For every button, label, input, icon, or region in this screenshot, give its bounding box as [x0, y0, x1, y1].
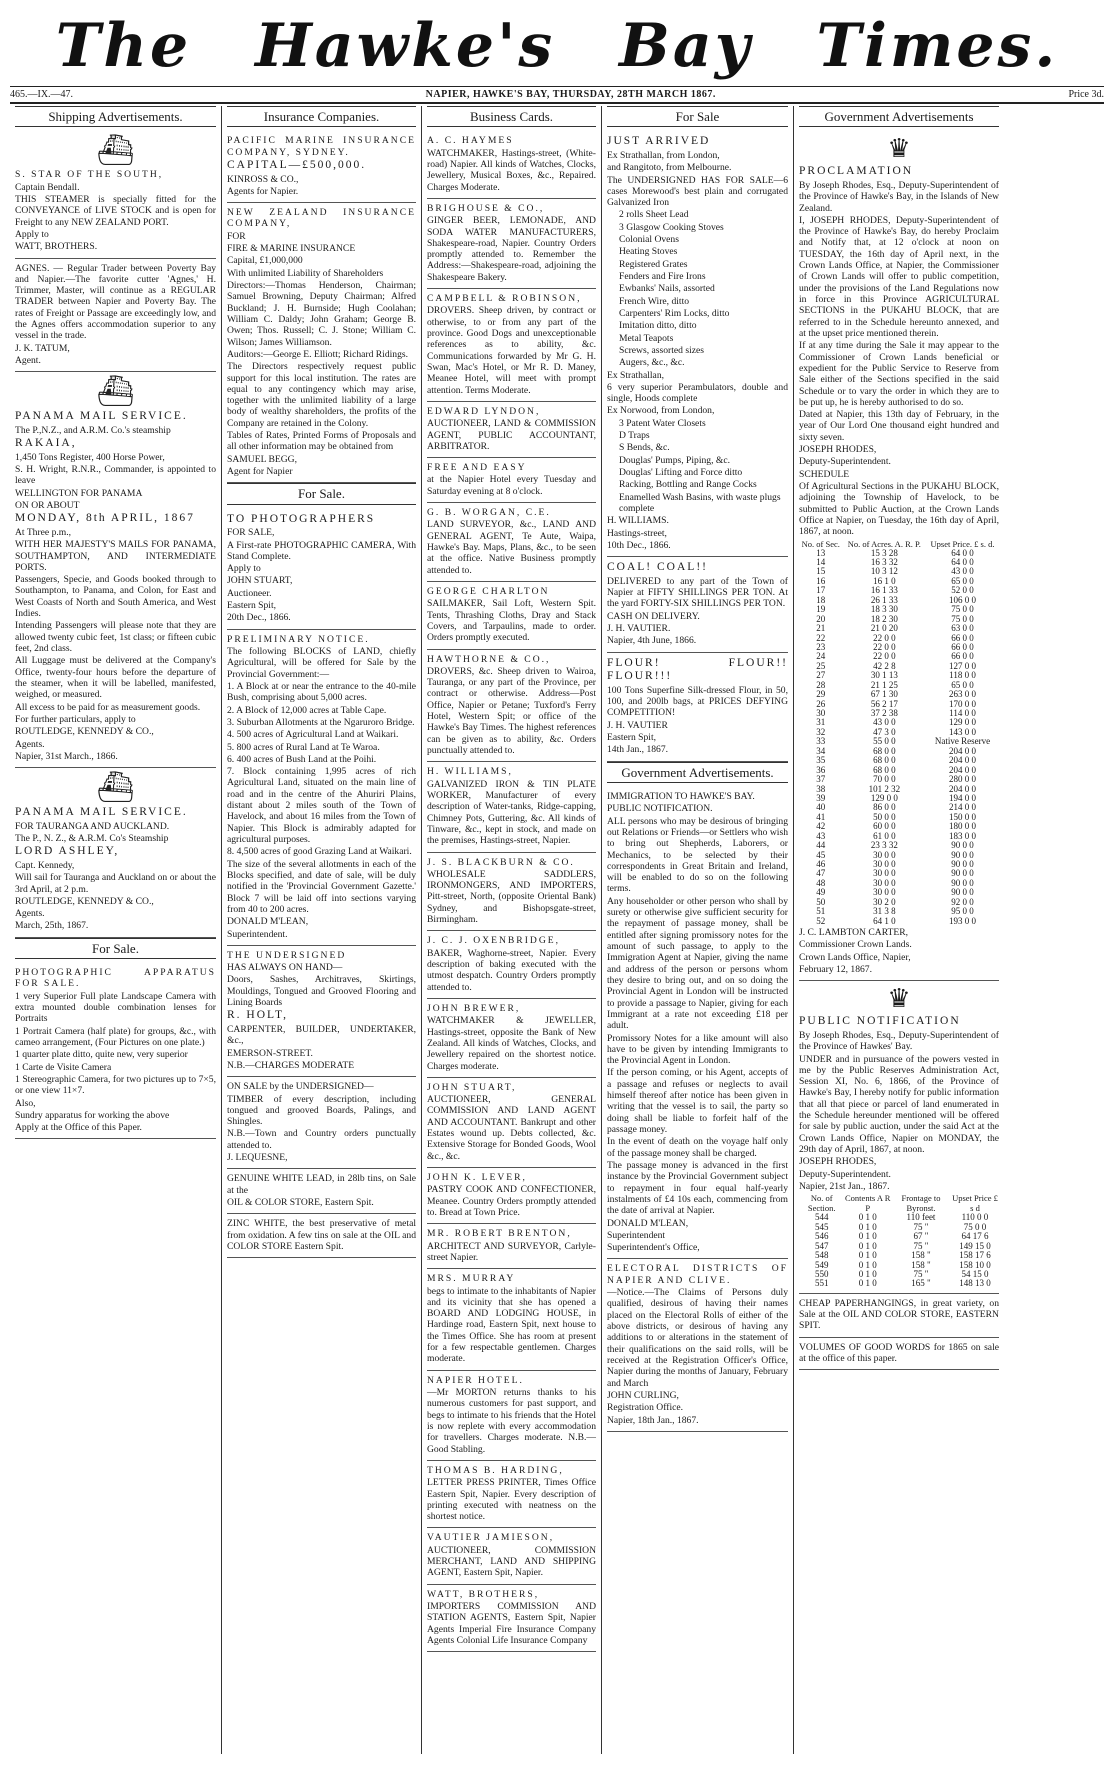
- table-cell: 90 0 0: [951, 877, 974, 888]
- business-card-body: at the Napier Hotel every Tuesday and Saturday evening at 8 o'clock.: [427, 474, 596, 497]
- table-cell: 27: [816, 670, 826, 681]
- table-cell: 26: [816, 698, 826, 709]
- table-cell: 204 0 0: [949, 755, 977, 766]
- table-cell: 30 0 0: [873, 877, 896, 888]
- table-cell: 22 0 0: [873, 641, 896, 652]
- list-item: D Traps: [619, 430, 650, 442]
- table-cell: 158 ": [911, 1259, 931, 1270]
- royal-crest-icon: ♛: [887, 984, 911, 1014]
- table-cell: 90 0 0: [951, 840, 974, 851]
- table-cell: 68 0 0: [873, 755, 896, 766]
- column-for-sale: [602, 106, 794, 1754]
- business-card-name: MRS. MURRAY: [427, 1273, 516, 1285]
- ad-to-photographers: TO PHOTOGRAPHERS FOR SALE, A First-rate PHOTOGRAPHIC CAMERA, With Stand Complete. Apply to JOHN STUART, Auctioneer. Eastern Spit, 20th Dec., 1866.: [227, 509, 416, 630]
- table-cell: 52: [816, 915, 826, 926]
- business-card: [427, 762, 596, 852]
- table-cell: 52 0 0: [951, 585, 974, 596]
- table-cell: 0 1 0: [858, 1231, 877, 1242]
- table-cell: 68 0 0: [873, 764, 896, 775]
- business-card: [427, 1585, 596, 1653]
- business-card-name: GEORGE CHARLTON: [427, 585, 550, 597]
- section-heading: For Sale: [607, 106, 788, 127]
- table-cell: 66 0 0: [951, 632, 974, 643]
- table-cell: 67 ": [913, 1231, 929, 1242]
- table-cell: 158 17 6: [959, 1250, 991, 1261]
- table-cell: 33: [816, 736, 826, 747]
- business-card-name: G. B. WORGAN, C.E.: [427, 507, 551, 519]
- table-cell: 110 0 0: [961, 1212, 989, 1223]
- business-card-body: AUCTIONEER, COMMISSION MERCHANT, LAND AND SHIPPING AGENT, Eastern Spit, Napier.: [427, 1544, 596, 1579]
- business-card-name: MR. ROBERT BRENTON,: [427, 1228, 572, 1240]
- ad-proclamation: ♛ PROCLAMATION By Joseph Rhodes, Esq., Deputy-Superintendent of the Province of Hawke's Bay, in the Islands of New Zealand. I, JOSEPH RHODES, Deputy-Superintendent of the Province of Hawke's Bay, do hereby Proclaim and Notify that, at 12 o'clock at noon on TUESDAY, the 16th day of April next, in the Crown Lands Office, at Napier, the Commissioner of Crown Lands will offer to public competition, under the provisions of the Land Regulations now in force in this Province AGRICULTURAL SECTIONS in the PUKAHU BLOCK, that are referred to in the Schedule hereunto annexed, and at the upset price mentioned therein. If at any time during the Sale it may appear to the Commissioner of Crown Lands beneficial or expedient for the Public Service to Reserve from Sale either of the Sections specified in the said Schedule or to vary the order in which they are to be put up, he is hereby authorised to do so. Dated at Napier, this 13th day of February, in the year of Our Lord One thousand eight hundred and sixty seven. JOSEPH RHODES, Deputy-Superintendent. SCHEDULE Of Agricultural Sections in the PUKAHU BLOCK, adjoining the Township of Havelock, to be submitted to Public Auction, at the Crown Lands Office at Napier, on Tuesday, the 16th day of April, 1867, at noon. No. of Sec. No. of Acres. A. R. P. Upset Price. £ s. d. 13 15 3 28 64 0 0 14 16 3 32 64 0 0 15 10 3 12 43 0 0 16 16 1 0 65 0 0 17 16 1 33 52 0 0 18 26 1 33 106 0 0 19 18 3 30 75 0 0 20 18 2 30 75 0 0 21 21 0 20 63 0 0 22 22 0 0 66 0 0 23 22 0 0 66 0 0 24 22 0 0 66 0 0 25 42 2 8 127 0 0 27 30 1 13 118 0 0 28 21 1 25 65 0 0 29 67 1 30 263 0 0 26 56 2 17 170 0 0 30 37 2 38 114 0 0 31 43 0 0 129 0 0 32 47 3 0 143 0 0 33 55 0 0 Native Reserve 34 68 0 0 204 0 0 35 68 0 0 204 0 0 36 68 0 0 204 0 0 37 70 0 0 280 0 0 38 101 2 32 204 0 0 39 129 0 0 194 0 0 40 86 0 0 214 0 0 41 50 0 0 150 0 0 42 60 0 0 180 0 0 43 61 0 0 183 0 0 44 23 3 32 90 0 0 45 30 0 0 90 0 0 46 30 0 0 90 0 0 47 30 0 0 90 0 0 48 30 0 0 90 0 0 49 30 0 0 90 0 0 50 30 2 0 92 0 0 51 31 3 8 95 0 0 52 64 1 0 193 0 0 J. C. LAMBTON CARTER, Commissioner Crown Lands. Crown Lands Office, Napier, February 12, 1867.: [799, 131, 999, 981]
- business-card: [427, 999, 596, 1078]
- business-card: [427, 650, 596, 763]
- table-cell: 28: [816, 679, 826, 690]
- schedule-table: No. of Sec. No. of Acres. A. R. P. Upset Price. £ s. d. 13 15 3 28 64 0 0 14 16 3 32 64 0 0 15 10 3 12 43 0 0 16 16 1 0 65 0 0 17 16 1 33 52 0 0 18 26 1 33 106 0 0 19 18 3 30 75 0 0 20 18 2 30 75 0 0 21 21 0 20 63 0 0 22 22 0 0 66 0 0 23 22 0 0 66 0 0 24 22 0 0 66 0 0 25 42 2 8 127 0 0 27 30 1 13 118 0 0 28 21 1 25 65 0 0 29 67 1 30 263 0 0 26 56 2 17 170 0 0 30 37 2 38 114 0 0 31 43 0 0 129 0 0 32 47 3 0 143 0 0 33 55 0 0 Native Reserve 34 68 0 0 204 0 0 35 68 0 0 204 0 0 36 68 0 0 204 0 0 37 70 0 0 280 0 0 38 101 2 32 204 0 0 39 129 0 0 194 0 0 40 86 0 0 214 0 0 41 50 0 0 150 0 0 42 60 0 0 180 0 0 43 61 0 0 183 0 0 44 23 3 32 90 0 0 45 30 0 0 90 0 0 46 30 0 0 90 0 0 47 30 0 0 90 0 0 48 30 0 0 90 0 0 49 30 0 0 90 0 0 50 30 2 0 92 0 0 51 31 3 8 95 0 0 52 64 1 0 193 0 0: [799, 539, 999, 927]
- section-heading: Business Cards.: [427, 106, 596, 127]
- table-cell: 86 0 0: [873, 802, 896, 813]
- dateline: [10, 86, 1104, 104]
- ship-icon: ⛴: [96, 375, 135, 409]
- table-cell: 51: [816, 906, 826, 917]
- business-card-name: HAWTHORNE & CO.,: [427, 653, 551, 665]
- table-cell: 149 15 0: [959, 1240, 991, 1251]
- table-cell: 43: [816, 830, 826, 841]
- business-card-name: NAPIER HOTEL.: [427, 1374, 524, 1386]
- table-cell: 56 2 17: [870, 698, 898, 709]
- list-item: Ewbanks' Nails, assorted: [619, 283, 715, 295]
- table-cell: 183 0 0: [949, 830, 977, 841]
- table-cell: 66 0 0: [951, 651, 974, 662]
- business-card: [427, 582, 596, 650]
- list-item: 3 Glasgow Cooking Stoves: [619, 221, 724, 233]
- table-cell: 90 0 0: [951, 849, 974, 860]
- table-cell: 280 0 0: [949, 774, 977, 785]
- table-cell: 263 0 0: [949, 689, 977, 700]
- table-cell: 15 3 28: [870, 547, 898, 558]
- table-cell: 13: [816, 547, 826, 558]
- business-card: [427, 1371, 596, 1461]
- table-cell: 165 ": [911, 1278, 931, 1289]
- table-cell: 48: [816, 877, 826, 888]
- table-cell: 55 0 0: [873, 736, 896, 747]
- table-cell: 63 0 0: [951, 623, 974, 634]
- table-cell: 47: [816, 868, 826, 879]
- list-item: Douglas' Pumps, Piping, &c.: [619, 454, 730, 466]
- table-cell: 42 2 8: [873, 660, 896, 671]
- table-cell: 75 0 0: [951, 604, 974, 615]
- table-cell: 544: [814, 1212, 829, 1223]
- table-cell: 180 0 0: [949, 821, 977, 832]
- ad-electoral-districts: ELECTORAL DISTRICTS OF NAPIER AND CLIVE. —Notice.—The Claims of Persons duly qualified, desirous of having their names placed on the Electoral Rolls of either of the above districts, or desirous of having any additions to or alterations in the statement of their qualifications on the said rolls, will be received at the Registration Officer's Office, Napier during the months of January, February and March JOHN CURLING, Registration Office. Napier, 18th Jan., 1867.: [607, 1259, 788, 1431]
- table-cell: 22 0 0: [873, 632, 896, 643]
- ship-icon: ⛴: [96, 771, 135, 805]
- business-card-body: PASTRY COOK AND CONFECTIONER, Meanee. Country Orders promptly attended to. Bread at Town Price.: [427, 1184, 596, 1218]
- business-card-body: WHOLESALE SADDLERS, IRONMONGERS, AND IMPORTERS, Pitt-street, North, (opposite Oriental Bank) Sydney, and Bishopsgate-street, Birmingham.: [427, 868, 596, 926]
- table-cell: 65 0 0: [951, 679, 974, 690]
- table-cell: 30 2 0: [873, 896, 896, 907]
- table-cell: 16 1 33: [870, 585, 898, 596]
- table-cell: 65 0 0: [951, 575, 974, 586]
- table-cell: 40: [816, 802, 826, 813]
- list-item: S Bends, &c.: [619, 442, 670, 454]
- table-cell: 194 0 0: [949, 792, 977, 803]
- business-card-body: WATCHMAKER & JEWELLER, Hastings-street, opposite the Bank of New Zealand. All kinds of Watches, Clocks, and Jewellery repaired on the shortest notice. Charges moderate.: [427, 1015, 596, 1072]
- table-cell: 67 1 30: [870, 689, 898, 700]
- ad-panama-rakaia: ⛴ PANAMA MAIL SERVICE. The P.,N.Z., and A.R.M. Co.'s steamship RAKAIA, 1,450 Tons Register, 400 Horse Power, S. H. Wright, R.N.R., Commander, is appointed to leave WELLINGTON FOR PANAMA ON OR ABOUT MONDAY, 8th APRIL, 1867 At Three p.m., WITH HER MAJESTY'S MAILS FOR PANAMA, SOUTHAMPTON, AND INTERMEDIATE PORTS. Passengers, Specie, and Goods booked through to Southampton, to Panama, and Colon, for East and West Coasts of North and South America, and West Indies. Intending Passengers will please note that they are allowed twenty cubic feet, 1st class; or fifteen cubic feet, 2nd class. All Luggage must be delivered at the Company's Office, twenty-four hours before the departure of the steamer, when it will be labelled, manifested, weighed, or measured. All excess to be paid for as measurement goods. For further particulars, apply to ROUTLEDGE, KENNEDY & CO., Agents. Napier, 31st March., 1866.: [15, 372, 216, 768]
- business-card: [427, 458, 596, 503]
- table-cell: 19: [816, 604, 826, 615]
- business-card: [427, 1269, 596, 1371]
- business-card: [427, 1168, 596, 1224]
- table-cell: 21: [816, 623, 826, 634]
- business-card-name: FREE AND EASY: [427, 462, 527, 474]
- table-cell: 42: [816, 821, 826, 832]
- masthead-title: The Hawke's Bay Times.: [55, 11, 1059, 81]
- ad-just-arrived: JUST ARRIVED Ex Strathallan, from London, and Rangitoto, from Melbourne. The UNDERSIGNED HAS FOR SALE—6 cases Morewood's best plain and corrugated Galvanized Iron 2 rolls Sheet Lead 3 Glasgow Cooking Stoves Colonial Ovens Heating Stoves Registered Grates Fenders and Fire Irons Ewbanks' Nails, assorted French Wire, ditto Carpenters' Rim Locks, ditto Imitation ditto, ditto Metal Teapots Screws, assorted sizes Augers, &c., &c. Ex Strathallan, 6 very superior Perambulators, double and single, Hoods complete Ex Norwood, from London, 3 Patent Water Closets D Traps S Bends, &c. Douglas' Pumps, Piping, &c. Douglas' Lifting and Force ditto Racking, Bottling and Range Cocks Enamelled Wash Basins, with waste plugs complete H. WILLIAMS. Hastings-street, 10th Dec., 1866.: [607, 131, 788, 557]
- table-cell: 0 1 0: [858, 1268, 877, 1279]
- table-cell: 23 3 32: [870, 840, 898, 851]
- item-list: [607, 418, 788, 515]
- table-cell: 16: [816, 575, 826, 586]
- table-cell: 34: [816, 745, 826, 756]
- business-card-name: WATT, BROTHERS,: [427, 1588, 540, 1600]
- table-cell: 22 0 0: [873, 651, 896, 662]
- ad-agnes: AGNES. — Regular Trader between Poverty Bay and Napier.—The favorite cutter 'Agnes,' H. Trimmer, Master, will continue as a REGULAR TRADER between Napier and Poverty Bay. The rates of Freight or Passage are exceedingly low, and the Agnes offers accommodation superior to any vessel in the trade. J. K. TATUM, Agent.: [15, 259, 216, 373]
- section-heading: For Sale.: [15, 938, 216, 959]
- table-cell: 21 0 20: [870, 623, 898, 634]
- ad-good-words: VOLUMES OF GOOD WORDS for 1865 on sale at the office of this paper.: [799, 1338, 999, 1371]
- table-cell: 14: [816, 557, 826, 568]
- table-cell: 0 1 0: [858, 1278, 877, 1289]
- table-cell: 31: [816, 717, 826, 728]
- table-cell: 129 0 0: [870, 792, 898, 803]
- business-cards-list: [427, 131, 596, 1652]
- table-cell: 193 0 0: [949, 915, 977, 926]
- table-cell: 150 0 0: [949, 811, 977, 822]
- price: Price 3d.: [1068, 88, 1104, 100]
- business-card-body: DROVERS, &c. Sheep driven to Wairoa, Tauranga, or any part of the Province, per contract or otherwise. Address—Post Office, Napier or Petane; Tuxford's Ferry Hotel, Western Spit; or office of the Hawke's Bay Times. The highest references can be given as to ability, &c. Orders punctually attended to.: [427, 665, 596, 757]
- table-cell: 0 1 0: [858, 1250, 877, 1261]
- table-cell: 90 0 0: [951, 887, 974, 898]
- table-cell: 18: [816, 594, 826, 605]
- section-heading: For Sale.: [227, 483, 416, 504]
- list-item: French Wire, ditto: [619, 295, 690, 307]
- table-cell: 95 0 0: [951, 906, 974, 917]
- table-cell: 546: [814, 1231, 829, 1242]
- column-government: [794, 106, 1004, 1754]
- list-item: Fenders and Fire Irons: [619, 271, 706, 283]
- ad-photographic-apparatus: PHOTOGRAPHIC APPARATUS FOR SALE. 1 very Superior Full plate Landscape Camera with extra mounted double combination lenses for Portraits 1 Portrait Camera (half plate) for groups, &c., with cameo arrangement, (Four Pictures on one plate.) 1 quarter plate ditto, quite new, very superior 1 Carte de Visite Camera 1 Stereographic Camera, for two pictures up to 7×5, or one view 11×7. Also, Sundry apparatus for working the above Apply at the Office of this Paper.: [15, 963, 216, 1139]
- business-card-body: ARCHITECT AND SURVEYOR, Carlyle-street Napier.: [427, 1240, 596, 1263]
- table-cell: 61 0 0: [873, 830, 896, 841]
- list-item: Douglas' Lifting and Force ditto: [619, 467, 743, 479]
- table-cell: 64 1 0: [873, 915, 896, 926]
- column-shipping: [10, 106, 222, 1754]
- business-card-name: BRIGHOUSE & CO.,: [427, 202, 545, 214]
- table-cell: 16 1 0: [873, 575, 896, 586]
- table-cell: 204 0 0: [949, 783, 977, 794]
- business-card-name: JOHN BREWER,: [427, 1002, 521, 1014]
- table-cell: 25: [816, 660, 826, 671]
- section-heading: Shipping Advertisements.: [15, 106, 216, 127]
- table-cell: 0 1 0: [858, 1240, 877, 1251]
- table-cell: 68 0 0: [873, 745, 896, 756]
- table-cell: 158 ": [911, 1250, 931, 1261]
- list-item: 2 rolls Sheet Lead: [619, 209, 689, 221]
- table-cell: 127 0 0: [949, 660, 977, 671]
- table-cell: 129 0 0: [949, 717, 977, 728]
- table-cell: 0 1 0: [858, 1212, 877, 1223]
- table-cell: 16 3 32: [870, 557, 898, 568]
- list-item: Carpenters' Rim Locks, ditto: [619, 307, 730, 319]
- business-card-body: begs to intimate to the inhabitants of Napier and its vicinity that she has opened a BOARD AND LODGING HOUSE, in Hardinge road, Eastern Spit, next house to the Times Office. She has room at present for a few respectable gentlemen. Charges moderate.: [427, 1285, 596, 1365]
- business-card-body: WATCHMAKER, Hastings-street, (White-road) Napier. All kinds of Watches, Clocks, Jewellery, Musical Boxes, &c., Repaired. Charges Moderate.: [427, 147, 596, 193]
- section-heading: Insurance Companies.: [227, 106, 416, 127]
- table-cell: 54 15 0: [961, 1268, 989, 1279]
- table-cell: 75 ": [913, 1221, 929, 1232]
- ad-paperhangings: CHEAP PAPERHANGINGS, in great variety, on Sale at the OIL AND COLOR STORE, EASTERN SPIT.: [799, 1294, 999, 1338]
- table-cell: 22: [816, 632, 826, 643]
- table-cell: 64 0 0: [951, 557, 974, 568]
- table-cell: 10 3 12: [870, 566, 898, 577]
- table-cell: 101 2 32: [868, 783, 901, 794]
- ad-coal: COAL! COAL!! DELIVERED to any part of the Town of Napier at FIFTY SHILLINGS PER TON. At the yard FORTY-SIX SHILLINGS PER TON. CASH ON DELIVERY. J. H. VAUTIER. Napier, 4th June, 1866.: [607, 557, 788, 652]
- table-cell: 18 3 30: [870, 604, 898, 615]
- business-card-name: J. S. BLACKBURN & CO.: [427, 856, 575, 868]
- ad-public-notification: ♛ PUBLIC NOTIFICATION By Joseph Rhodes, Esq., Deputy-Superintendent of the Province of Hawkes' Bay. UNDER and in pursuance of the powers vested in me by the Public Reserves Administration Act, Session XI, No. 6, 1866, of the Province of Hawke's Bay, I hereby notify for public information that all that piece or parcel of land enumerated in the Schedule hereunder mentioned will be offered for sale by public auction, under the said Act at the Crown Lands Office, Napier on MONDAY, the 29th day of April, 1867, at noon. JOSEPH RHODES, Deputy-Superintendent. Napier, 21st Jan., 1867. No. of Section. Contents A R P Frontage to Byronst. Upset Price £ s d 544 0 1 0 110 feet 110 0 0 545 0 1 0 75 " 75 0 0 546 0 1 0 67 " 64 17 6 547 0 1 0 75 " 149 15 0 548 0 1 0 158 " 158 17 6 549 0 1 0 158 " 158 10 0 550 0 1 0 75 " 54 15 0 551 0 1 0 165 " 148 13 0: [799, 981, 999, 1293]
- business-card-body: DROVERS. Sheep driven, by contract or otherwise, to or from any part of the province. Good Dogs and unexceptionable references as to ability, &c. Communications forwarded by Mr G. H. Swan, Mac's Hotel, or Mr R. D. Maney, Meanee Hotel, will meet with prompt attention. Terms Moderate.: [427, 305, 596, 396]
- table-cell: 70 0 0: [873, 774, 896, 785]
- business-card-body: AUCTIONEER, LAND & COMMISSION AGENT, PUBLIC ACCOUNTANT, ARBITRATOR.: [427, 418, 596, 452]
- table-cell: 38: [816, 783, 826, 794]
- ad-preliminary-notice: PRELIMINARY NOTICE. The following BLOCKS of LAND, chiefly Agricultural, will be offered for Sale by the Provincial Government:— 1. A Block at or near the entrance to the 40-mile Bush, comprising about 5,000 acres. 2. A Block of 12,000 acres at Table Cape. 3. Suburban Allotments at the Ngaruroro Bridge. 4. 500 acres of Agricultural Land at Waikari. 5. 800 acres of Rural Land at Te Waroa. 6. 400 acres of Bush Land at the Poihi. 7. Block containing 1,995 acres of rich Agricultural Land, situated on the main line of road and in the centre of the Ahuriri Plains, distant about 2 miles south of the Town of Havelock, and about 16 miles from the Town of Napier. This Block is admirably adapted for agricultural purposes. 8. 4,500 acres of good Grazing Land at Waikari. The size of the several allotments in each of the Blocks specified, and date of sale, will be duly notified in the 'Provincial Government Gazette.' Block 7 will be laid off into sections varying from 40 to 200 acres. DONALD M'LEAN, Superintendent.: [227, 630, 416, 946]
- business-card: [427, 853, 596, 932]
- business-card-body: SAILMAKER, Sail Loft, Western Spit. Tents, Thrashing Cloths, Dray and Stack Covers, and Tarpaulins, made to order. Orders promptly executed.: [427, 598, 596, 644]
- business-card: [427, 289, 596, 402]
- table-cell: 550: [814, 1268, 829, 1279]
- table-cell: 204 0 0: [949, 745, 977, 756]
- business-card-name: JOHN STUART,: [427, 1081, 517, 1093]
- business-card-name: H. WILLIAMS,: [427, 766, 513, 778]
- table-cell: 35: [816, 755, 826, 766]
- business-card-name: VAUTIER JAMIESON,: [427, 1532, 555, 1544]
- table-cell: Native Reserve: [934, 736, 991, 747]
- business-card-body: IMPORTERS COMMISSION AND STATION AGENTS, Eastern Spit, Napier Agents Imperial Fire Insurance Company Agents Colonial Life Insurance Company: [427, 1601, 596, 1646]
- table-cell: 39: [816, 792, 826, 803]
- business-card: [427, 199, 596, 289]
- business-card: [427, 1461, 596, 1529]
- business-card-name: A. C. HAYMES: [427, 135, 514, 147]
- table-cell: 46: [816, 859, 826, 870]
- table-cell: 106 0 0: [949, 594, 977, 605]
- table-cell: 75 0 0: [951, 613, 974, 624]
- table-cell: 41: [816, 811, 826, 822]
- table-cell: 66 0 0: [951, 641, 974, 652]
- ad-pacific-marine: PACIFIC MARINE INSURANCE COMPANY, SYDNEY. CAPITAL—£500,000. KINROSS & CO., Agents for Napier.: [227, 131, 416, 203]
- ad-lequesne: ON SALE by the UNDERSIGNED— TIMBER of every description, including tongued and grooved Boards, Palings, and Shingles. N.B.—Town and Country orders punctually attended to. J. LEQUESNE,: [227, 1077, 416, 1169]
- business-card-name: J. C. J. OXENBRIDGE,: [427, 935, 561, 947]
- business-card-body: LAND SURVEYOR, &c., LAND AND GENERAL AGENT, Te Aute, Waipa, Hawke's Bay. Maps, Plans, &c., to be seen at the office. Native Business promptly attended to.: [427, 519, 596, 576]
- table-row: [799, 1279, 999, 1288]
- table-cell: 23: [816, 641, 826, 652]
- table-cell: 114 0 0: [949, 708, 976, 719]
- business-card: [427, 1528, 596, 1584]
- ad-star-of-the-south: ⛴ S. STAR OF THE SOUTH, Captain Bendall. THIS STEAMER is specially fitted for the CONVEYANCE of LIVE STOCK and is open for Freight to any NEW ZEALAND PORT. Apply to WATT, BROTHERS.: [15, 131, 216, 258]
- business-card: [427, 1078, 596, 1168]
- business-card-body: BAKER, Waghorne-street, Napier. Every description of baking executed with the utmost despatch. Country Orders promptly attended to.: [427, 947, 596, 993]
- royal-crest-icon: ♛: [887, 134, 911, 164]
- table-cell: 15: [816, 566, 826, 577]
- table-cell: 75 ": [913, 1240, 929, 1251]
- business-card: [427, 402, 596, 458]
- table-cell: 30 0 0: [873, 868, 896, 879]
- table-cell: 20: [816, 613, 826, 624]
- table-cell: 90 0 0: [951, 868, 974, 879]
- table-cell: 204 0 0: [949, 764, 977, 775]
- table-cell: 26 1 33: [870, 594, 898, 605]
- table-cell: 60 0 0: [873, 821, 896, 832]
- list-item: Imitation ditto, ditto: [619, 320, 697, 332]
- table-cell: 30 1 13: [870, 670, 898, 681]
- business-card: [427, 503, 596, 582]
- table-cell: 158 10 0: [959, 1259, 991, 1270]
- business-card-name: EDWARD LYNDON,: [427, 405, 541, 417]
- table-cell: 110 feet: [906, 1212, 936, 1223]
- business-card: [427, 131, 596, 199]
- column-business-cards: [422, 106, 602, 1754]
- business-card-body: LETTER PRESS PRINTER, Times Office Eastern Spit, Napier. Every description of printing executed with neatness on the shortest notice.: [427, 1477, 596, 1523]
- business-card-name: JOHN K. LEVER,: [427, 1172, 527, 1184]
- ad-flour: FLOUR! FLOUR!! FLOUR!!! 100 Tons Superfine Silk-dressed Flour, in 50, 100, and 200lb bags, at PRICES DEFYING COMPETITION! J. H. VAUTIER Eastern Spit, 14th Jan., 1867.: [607, 653, 788, 762]
- table-cell: 18 2 30: [870, 613, 898, 624]
- table-cell: 143 0 0: [949, 726, 977, 737]
- business-card: [427, 1224, 596, 1269]
- section-heading: Government Advertisements: [799, 106, 999, 127]
- ad-new-zealand-insurance: NEW ZEALAND INSURANCE COMPANY, FOR FIRE & MARINE INSURANCE Capital, £1,000,000 With unlimited Liability of Shareholders Directors:—Thomas Henderson, Chairman; Samuel Browning, Deputy Chairman; Alfred Buckland; J. H. Burnside; Hugh Coolahan; William C. Daldy; John Graham; George B. Owen; Thos. Russell; C. J. Stone; William C. Wilson; James Williamson. Auditors:—George E. Elliott; Richard Ridings. The Directors respectively request public support for this local institution. The rates are equal to any contingency which may arise, together with the unlimited liability of a large body of wealthy shareholders, the profits of the Company are retained in the Colony. Tables of Rates, Printed Forms of Proposals and all other information may be obtained from SAMUEL BEGG, Agent for Napier: [227, 203, 416, 483]
- table-cell: 548: [814, 1250, 829, 1261]
- sections-table: No. of Section. Contents A R P Frontage to Byronst. Upset Price £ s d 544 0 1 0 110 feet 110 0 0 545 0 1 0 75 " 75 0 0 546 0 1 0 67 " 64 17 6 547 0 1 0 75 " 149 15 0 548 0 1 0 158 " 158 17 6 549 0 1 0 158 " 158 10 0 550 0 1 0 75 " 54 15 0 551 0 1 0 165 " 148 13 0: [799, 1193, 999, 1289]
- table-cell: 170 0 0: [949, 698, 977, 709]
- business-card-body: GINGER BEER, LEMONADE, AND SODA WATER MANUFACTURERS, Shakespeare-road, Napier. Country Orders promptly attended to. Remember the Address:—Shakespeare-road, adjoining the Shakespeare Bakery.: [427, 215, 596, 283]
- table-cell: 30 0 0: [873, 859, 896, 870]
- column-insurance: [222, 106, 422, 1754]
- business-card: [427, 931, 596, 999]
- table-cell: 50 0 0: [873, 811, 896, 822]
- table-cell: 50: [816, 896, 826, 907]
- table-cell: 30: [816, 708, 826, 719]
- list-item: Registered Grates: [619, 258, 688, 270]
- ad-r-holt: THE UNDERSIGNED HAS ALWAYS ON HAND— Doors, Sashes, Architraves, Skirtings, Mouldings, Tongued and Grooved Flooring and Lining Boards R. HOLT, CARPENTER, BUILDER, UNDERTAKER, &c., EMERSON-STREET. N.B.—CHARGES MODERATE: [227, 946, 416, 1077]
- table-cell: 547: [814, 1240, 829, 1251]
- ship-icon: ⛴: [96, 134, 135, 168]
- table-cell: 17: [816, 585, 826, 596]
- table-cell: 545: [814, 1221, 829, 1232]
- list-item: Enamelled Wash Basins, with waste plugs complete: [619, 491, 781, 514]
- ad-white-lead: GENUINE WHITE LEAD, in 28lb tins, on Sale at the OIL & COLOR STORE, Eastern Spit.: [227, 1169, 416, 1214]
- table-cell: 31 3 8: [873, 906, 896, 917]
- table-cell: 75 0 0: [963, 1221, 987, 1232]
- list-item: Metal Teapots: [619, 332, 674, 344]
- table-cell: 37 2 38: [870, 708, 898, 719]
- table-cell: 45: [816, 849, 826, 860]
- list-item: Screws, assorted sizes: [619, 344, 704, 356]
- table-cell: 64 0 0: [951, 547, 974, 558]
- ad-zinc-white: ZINC WHITE, the best preservative of metal from oxidation. A few tins on sale at the OIL and COLOR STORE Eastern Spit.: [227, 1214, 416, 1258]
- list-item: 3 Patent Water Closets: [619, 417, 706, 429]
- table-cell: 44: [816, 840, 826, 851]
- table-cell: 0 1 0: [858, 1259, 877, 1270]
- table-cell: 49: [816, 887, 826, 898]
- business-card-body: —Mr MORTON returns thanks to his numerous customers for past support, and begs to intimate to his friends that the Hotel is now replete with every accommodation for travellers. Charges moderate. N.B.—Good Stabling.: [427, 1387, 596, 1455]
- table-cell: 549: [814, 1259, 829, 1270]
- table-cell: 118 0 0: [949, 670, 976, 681]
- table-cell: 0 1 0: [858, 1221, 877, 1232]
- table-cell: 29: [816, 689, 826, 700]
- table-cell: 47 3 0: [873, 726, 896, 737]
- date-line: NAPIER, HAWKE'S BAY, THURSDAY, 28TH MARCH 1867.: [425, 88, 716, 100]
- list-item: Augers, &c., &c.: [619, 357, 685, 369]
- table-cell: 75 ": [913, 1268, 929, 1279]
- table-cell: 148 13 0: [959, 1278, 991, 1289]
- ad-immigration: IMMIGRATION TO HAWKE'S BAY. PUBLIC NOTIFICATION. ALL persons who may be desirous of bringing out Relations or Friends—or Settlers who wish to bring out Shepherds, Laborers, or Mechanics, to be selected by their correspondents in Great Britain and Ireland, will be enabled to do so on the following terms. Any householder or other person who shall by surety or otherwise give sufficient security for the repayment of passage money, shall be entitled after signing promissory notes for the amount of such passage, to apply to the Immigration Agent at Napier, giving the name and address of the person or persons whom they desire to bring out, and on so doing the Provincial Agent in London will be instructed to provide a passage to Napier, giving for each Immigrant at a rate not exceeding £18 per adult. Promissory Notes for a like amount will also have to be given by intending Immigrants to the Provincial Agent in London. If the person coming, or his Agent, accepts of a passage and refuses or neglects to avail himself thereof after notice has been given in writing that the vessel is to sail, the party so doing shall be liable to forfeit half of the passage money. In the event of death on the voyage half only of the passage money shall be charged. The passage money is advanced in the first instance by the Provincial Government subject to repayment in four equal half-yearly instalments of £4 10s each, commencing from the date of arrival at Napier. DONALD M'LEAN, Superintendent Superintendent's Office,: [607, 787, 788, 1260]
- table-cell: 551: [814, 1278, 829, 1289]
- table-cell: 21 1 25: [870, 679, 898, 690]
- business-card-body: GALVANIZED IRON & TIN PLATE WORKER, Manufacturer of every description of Water-tanks, Ridge-capping, Chimney Pots, Guttering, &c. All kinds of Tinware, &c., kept in stock, and made on the premises, Hastings-street, Napier.: [427, 778, 596, 847]
- table-cell: 92 0 0: [951, 896, 974, 907]
- list-item: Racking, Bottling and Range Cocks: [619, 479, 757, 491]
- business-card-name: THOMAS B. HARDING,: [427, 1464, 564, 1476]
- business-card-name: CAMPBELL & ROBINSON,: [427, 293, 582, 305]
- business-card-body: AUCTIONEER, GENERAL COMMISSION AND LAND AGENT AND ACCOUNTANT. Bankrupt and other Estates wound up. Debts collected, &c. Extensive Storage for Bonded Goods, Wool &c., &c.: [427, 1094, 596, 1162]
- table-cell: 214 0 0: [949, 802, 977, 813]
- table-cell: 64 17 6: [961, 1231, 989, 1242]
- table-cell: 32: [816, 726, 826, 737]
- table-cell: 30 0 0: [873, 849, 896, 860]
- section-heading: Government Advertisements.: [607, 762, 788, 783]
- item-list: [607, 209, 788, 368]
- table-cell: 43 0 0: [951, 566, 974, 577]
- issue-number: 465.—IX.—47.: [10, 88, 74, 100]
- ad-panama-lord-ashley: ⛴ PANAMA MAIL SERVICE. FOR TAURANGA AND AUCKLAND. The P., N. Z., & A.R.M. Co's Steamship LORD ASHLEY, Capt. Kennedy, Will sail for Tauranga and Auckland on or about the 3rd April, at 2 p.m. ROUTLEDGE, KENNEDY & CO., Agents. March, 25th, 1867.: [15, 768, 216, 938]
- list-item: Heating Stoves: [619, 246, 678, 258]
- table-cell: 36: [816, 764, 826, 775]
- table-cell: 30 0 0: [873, 887, 896, 898]
- columns: [10, 106, 1104, 1754]
- list-item: Colonial Ovens: [619, 234, 679, 246]
- table-cell: 37: [816, 774, 826, 785]
- table-row: [799, 917, 999, 926]
- table-cell: 24: [816, 651, 826, 662]
- table-cell: 43 0 0: [873, 717, 896, 728]
- table-cell: 90 0 0: [951, 859, 974, 870]
